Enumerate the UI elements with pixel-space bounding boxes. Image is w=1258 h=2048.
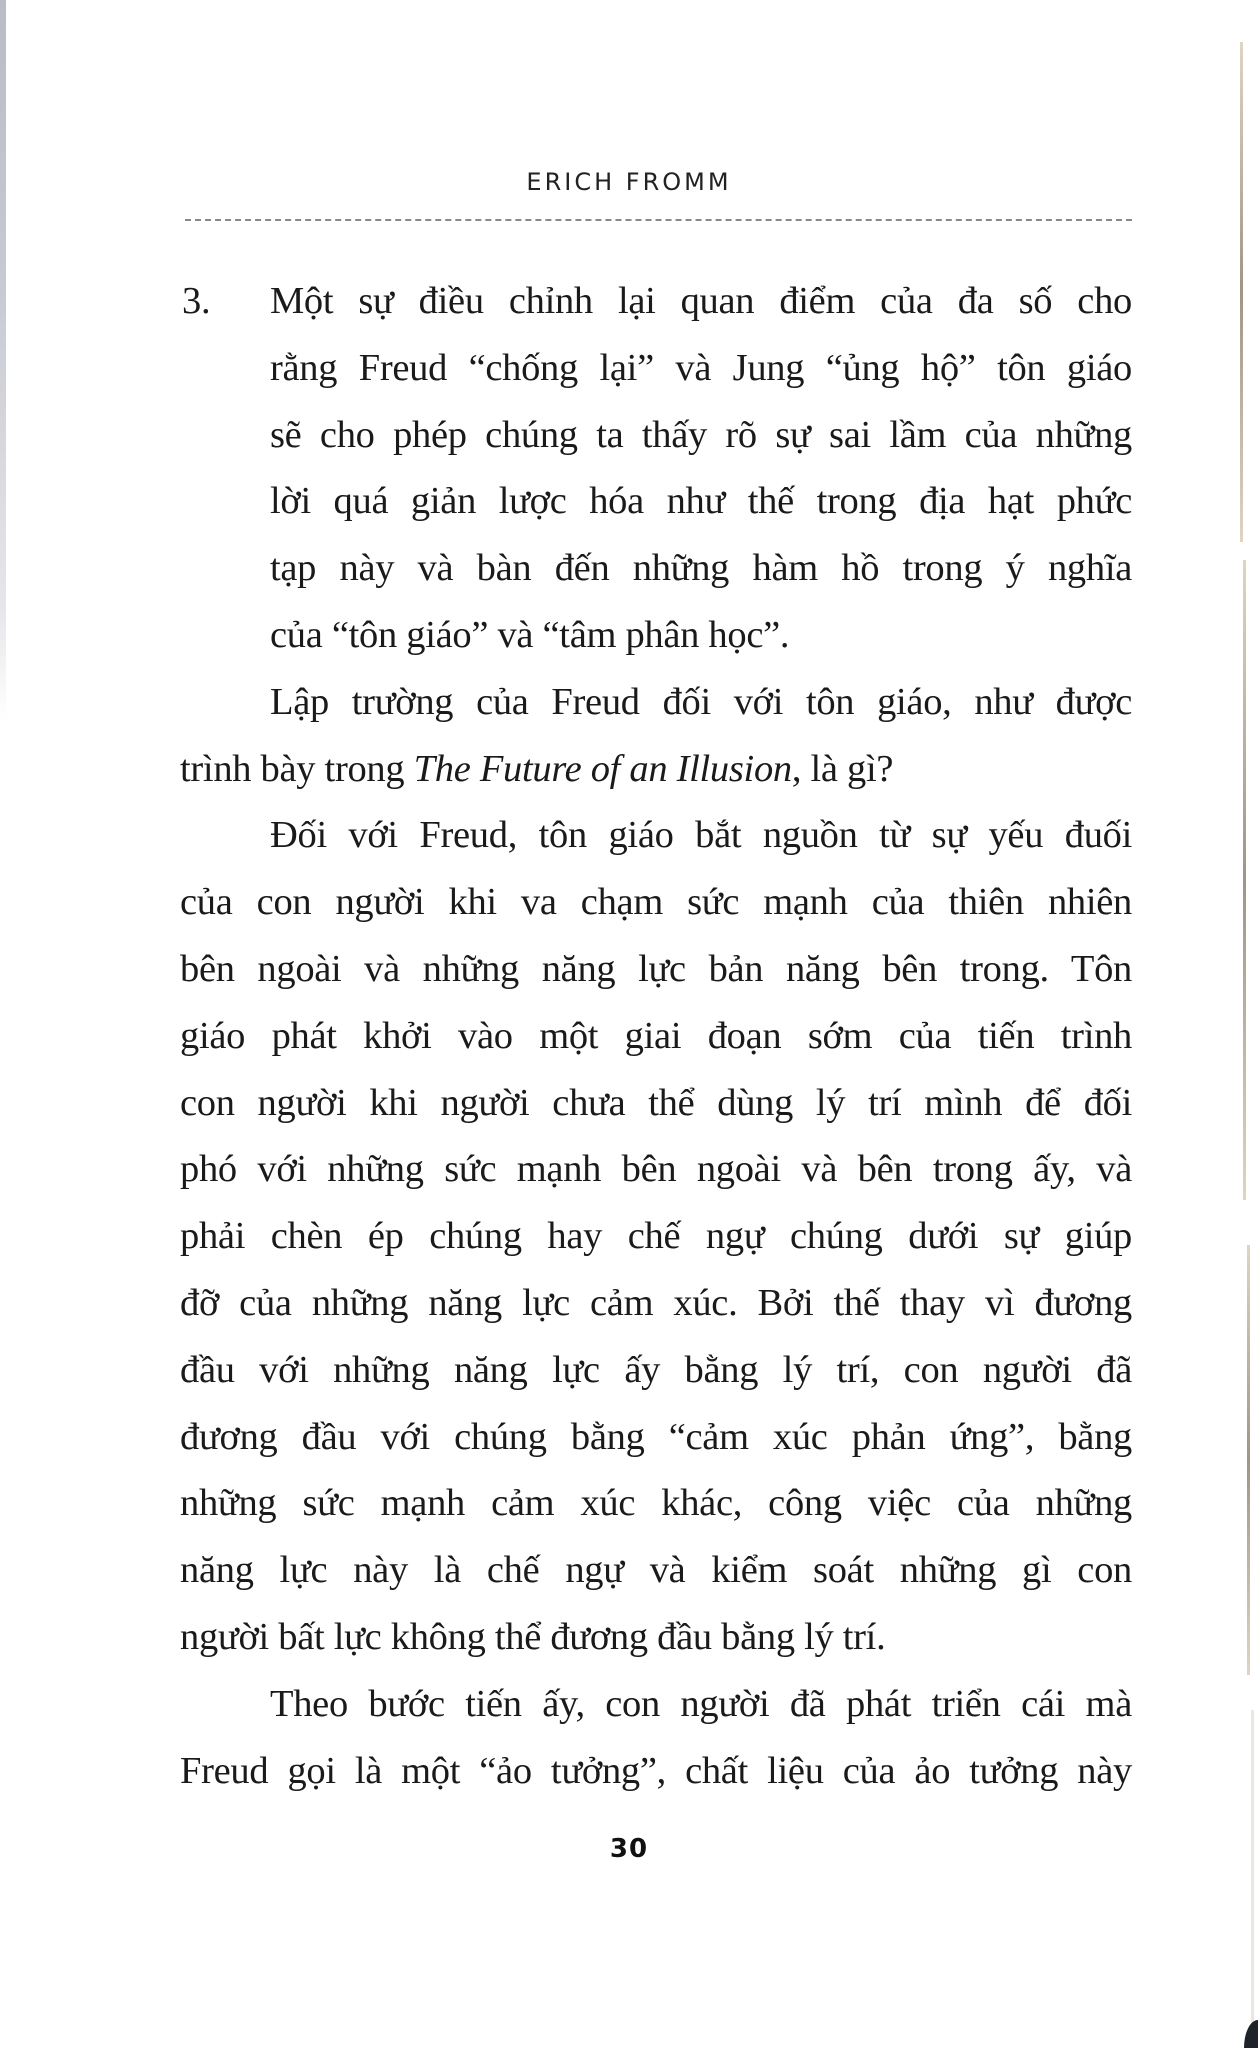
text-run: , là gì? (791, 747, 894, 790)
text-line: Đối với Freud, tôn giáo bắt nguồn từ sự yếu đuối (270, 814, 1132, 857)
page-gutter-shadow (0, 0, 6, 720)
text-line: rằng Freud “chống lại” và Jung “ủng hộ” tôn giáo (270, 346, 1132, 389)
text-line: của con người khi va chạm sức mạnh của thiên nhiên (180, 881, 1132, 924)
paragraph-question (180, 669, 1132, 803)
text-run: trình bày trong (180, 747, 414, 790)
page-corner-shadow (1244, 2020, 1258, 2048)
text-line: lời quá giản lược hóa như thế trong địa hạt phức (270, 480, 1132, 523)
text-line: người bất lực không thể đương đầu bằng lý trí. (180, 1615, 886, 1658)
page-number: 30 (609, 1834, 649, 1864)
text-line: của “tôn giáo” và “tâm phân học”. (270, 613, 790, 656)
list-marker: 3. (182, 280, 211, 322)
body-text (180, 268, 1132, 1804)
page-edge (1243, 560, 1246, 1200)
numbered-list-item (180, 268, 1132, 669)
text-line: giáo phát khởi vào một giai đoạn sớm của tiến trình (180, 1014, 1132, 1057)
page-edge (1251, 1710, 1254, 2030)
paragraph-illusion (180, 1671, 1132, 1805)
text-line: những sức mạnh cảm xúc khác, công việc của những (180, 1482, 1132, 1525)
text-line: phó với những sức mạnh bên ngoài và bên trong ấy, và (180, 1148, 1132, 1191)
paragraph-freud-religion (180, 802, 1132, 1670)
text-line: Lập trường của Freud đối với tôn giáo, như được (270, 680, 1132, 723)
text-line: tạp này và bàn đến những hàm hồ trong ý nghĩa (270, 547, 1132, 590)
text-line: đỡ của những năng lực cảm xúc. Bởi thế thay vì đương (180, 1281, 1132, 1324)
page-edge (1240, 42, 1243, 542)
text-line (180, 736, 1132, 803)
header-dotted-rule (185, 219, 1132, 221)
book-title: The Future of an Illusion (413, 747, 792, 790)
text-line: bên ngoài và những năng lực bản năng bên trong. Tôn (180, 947, 1132, 990)
text-line: con người khi người chưa thể dùng lý trí mình để đối (180, 1081, 1132, 1124)
text-line: sẽ cho phép chúng ta thấy rõ sự sai lầm của những (270, 413, 1132, 456)
text-line: đầu với những năng lực ấy bằng lý trí, con người đã (180, 1348, 1132, 1391)
text-line: đương đầu với chúng bằng “cảm xúc phản ứng”, bằng (180, 1415, 1132, 1458)
text-line: phải chèn ép chúng hay chế ngự chúng dưới sự giúp (180, 1215, 1132, 1258)
text-line: Freud gọi là một “ảo tưởng”, chất liệu của ảo tưởng này (180, 1749, 1132, 1792)
text-line: Một sự điều chỉnh lại quan điểm của đa số cho (270, 280, 1132, 322)
text-line: Theo bước tiến ấy, con người đã phát triển cái mà (270, 1682, 1132, 1725)
page-edge (1247, 1245, 1250, 1675)
running-head: ERICH FROMM (526, 168, 732, 196)
text-line: năng lực này là chế ngự và kiểm soát những gì con (180, 1549, 1132, 1592)
